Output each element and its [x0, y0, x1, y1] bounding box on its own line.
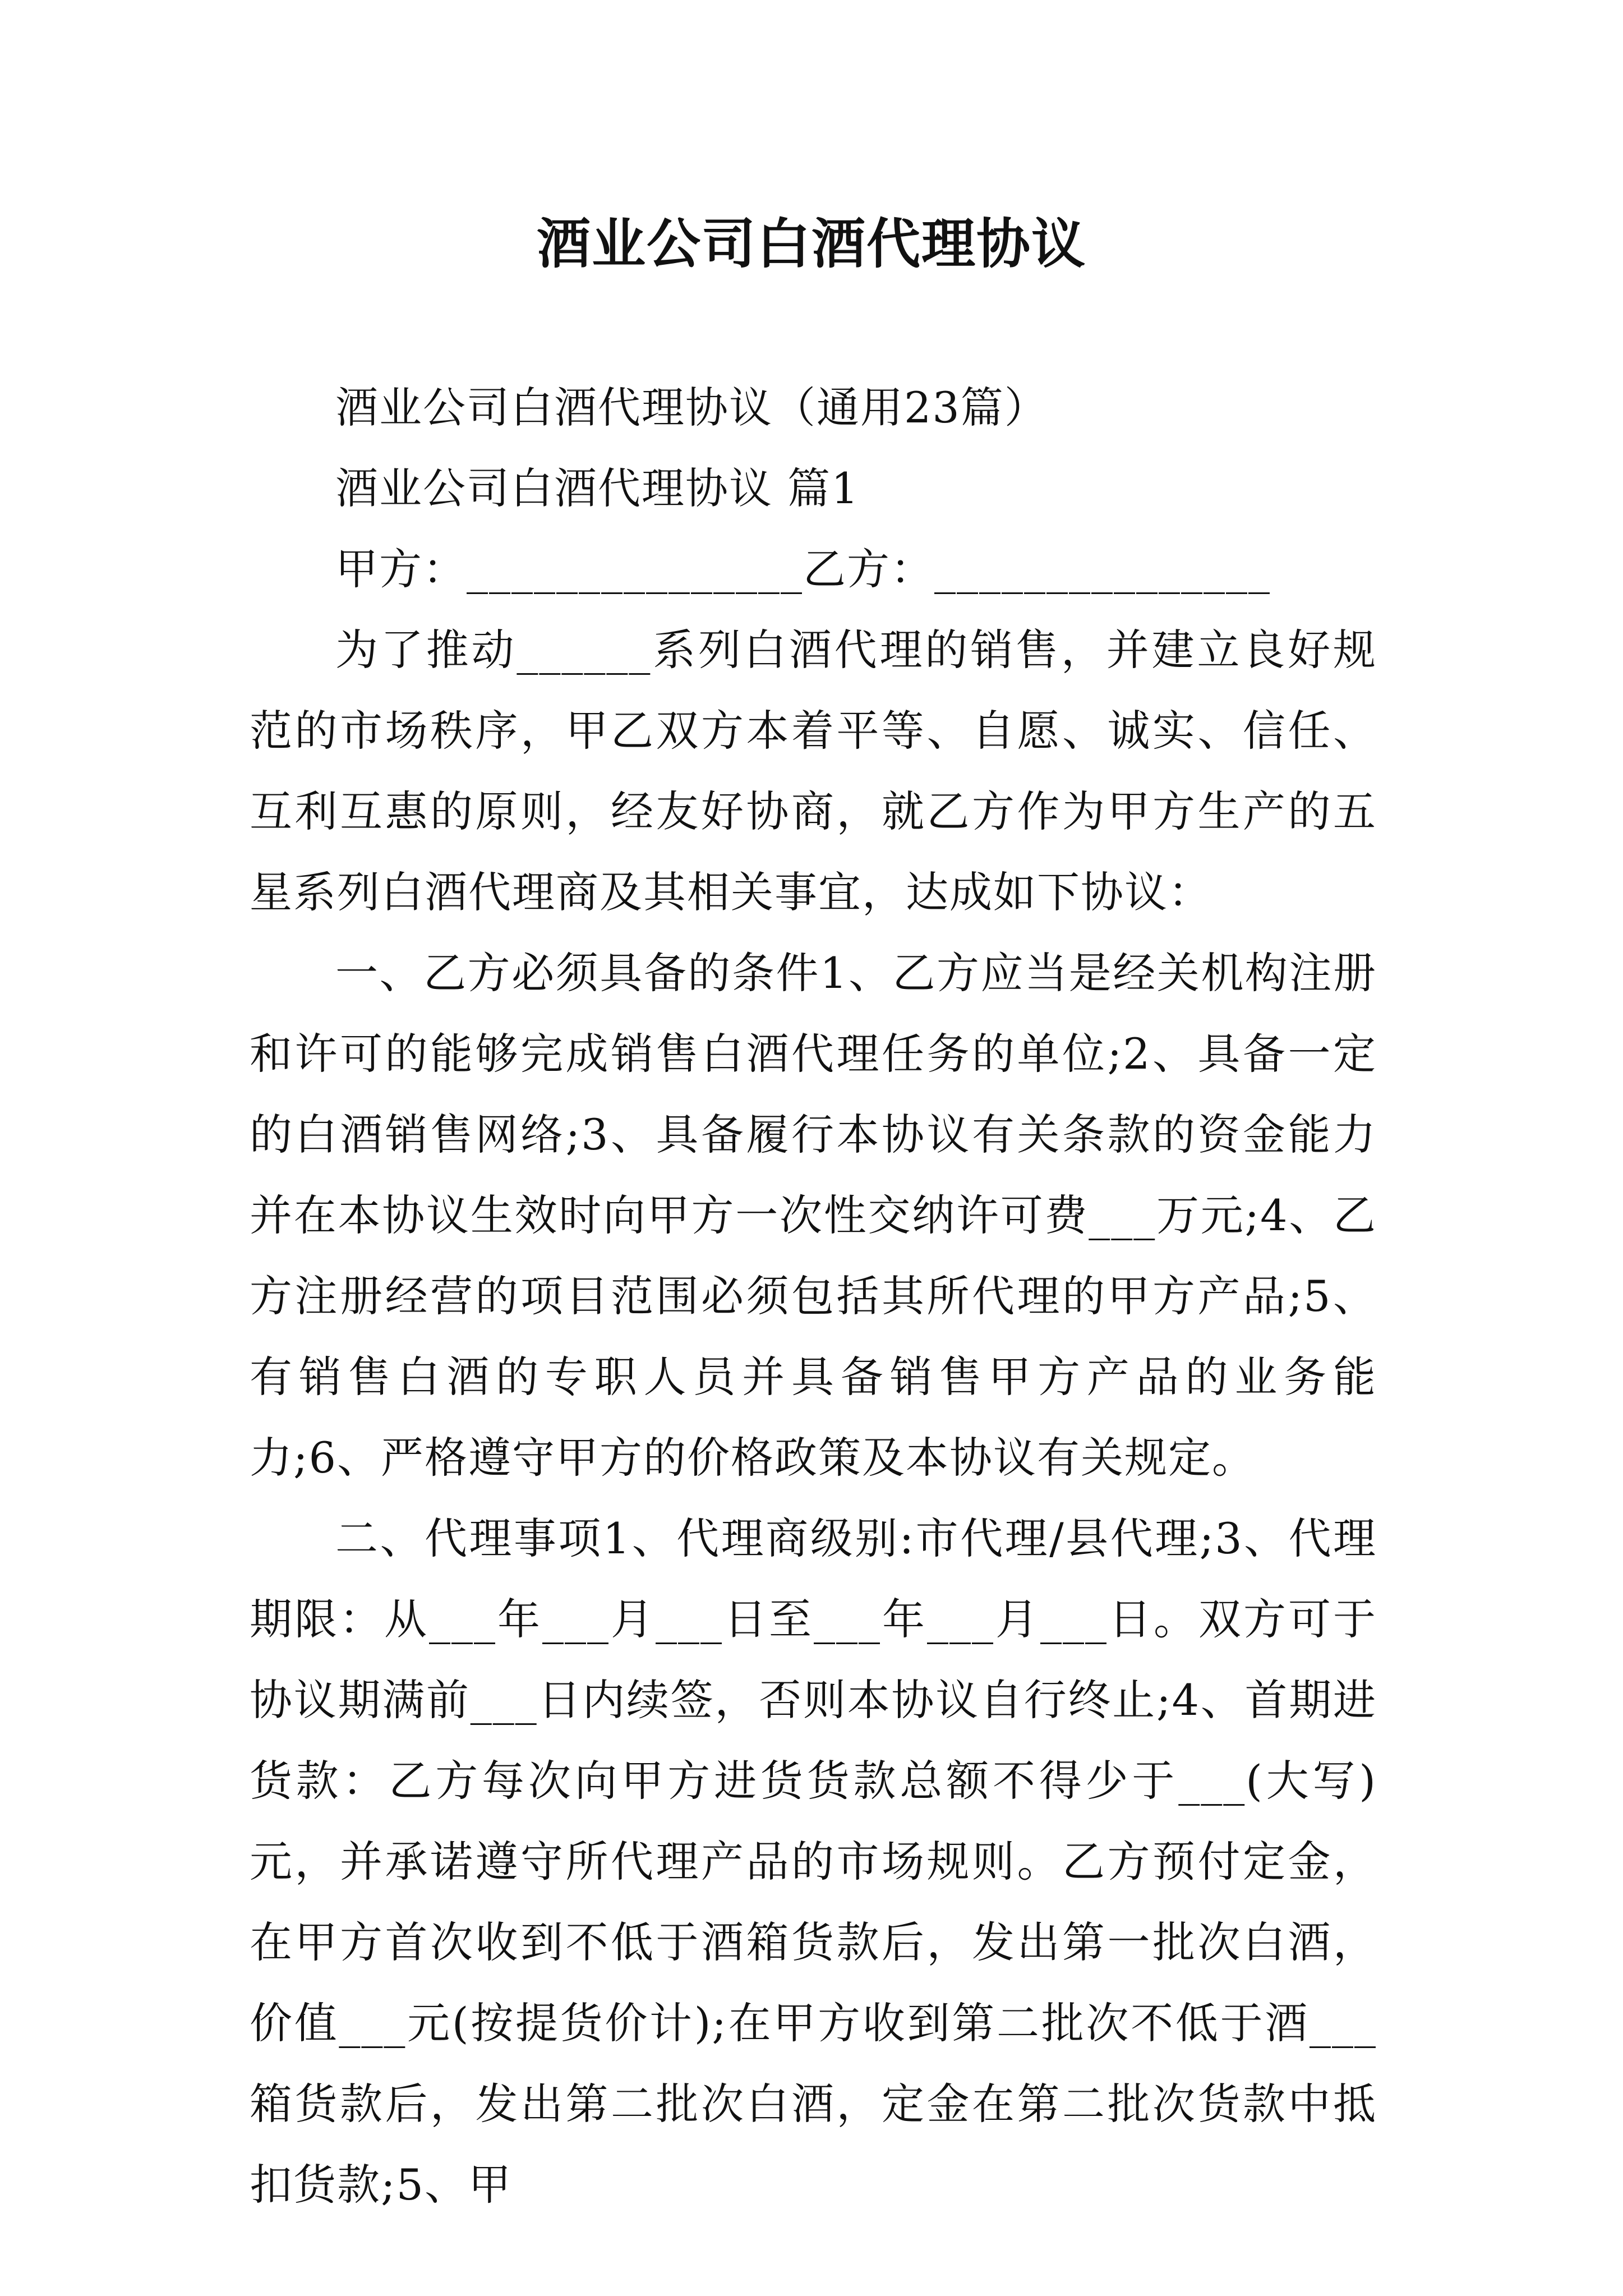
paragraph-agency-matters: 二、代理事项1、代理商级别:市代理/县代理;3、代理期限：从___年___月___日至___年___月___日。双方可于协议期满前___日内续签，否则本协议自行终止;4、首期进货款：乙方每次向甲方进货货款总额不得少于___(大写)元，并承诺遵守所代理产品的市场规则。乙方预付定金，在甲方首次收到不低于酒箱货款后，发出第一批次白酒，价值___元(按提货价计);在甲方收到第二批次不低于酒___箱货款后，发出第二批次白酒，定金在第二批次货款中抵扣货款;5、甲 — [250, 1513, 1377, 2210]
parties-line: 甲方：_______________乙方：_______________ — [335, 544, 1271, 594]
document-body — [250, 367, 1377, 2225]
paragraph-conditions: 一、乙方必须具备的条件1、乙方应当是经关机构注册和许可的能够完成销售白酒代理任务的单位;2、具备一定的白酒销售网络;3、具备履行本协议有关条款的资金能力并在本协议生效时向甲方一次性交纳许可费___万元;4、乙方注册经营的项目范围必须包括其所代理的甲方产品;5、有销售白酒的专职人员并具备销售甲方产品的业务能力;6、严格遵守甲方的价格政策及本协议有关规定。 — [250, 948, 1377, 1483]
paragraph-intro: 为了推动______系列白酒代理的销售，并建立良好规范的市场秩序，甲乙双方本着平等、自愿、诚实、信任、互利互惠的原则，经友好协商，就乙方作为甲方生产的五星系列白酒代理商及其相关事宜，达成如下协议： — [250, 625, 1377, 917]
document-subtitle: 酒业公司白酒代理协议（通用23篇） — [335, 383, 1048, 432]
section-heading: 酒业公司白酒代理协议 篇1 — [335, 463, 860, 513]
document-title: 酒业公司白酒代理协议 — [537, 212, 1086, 275]
